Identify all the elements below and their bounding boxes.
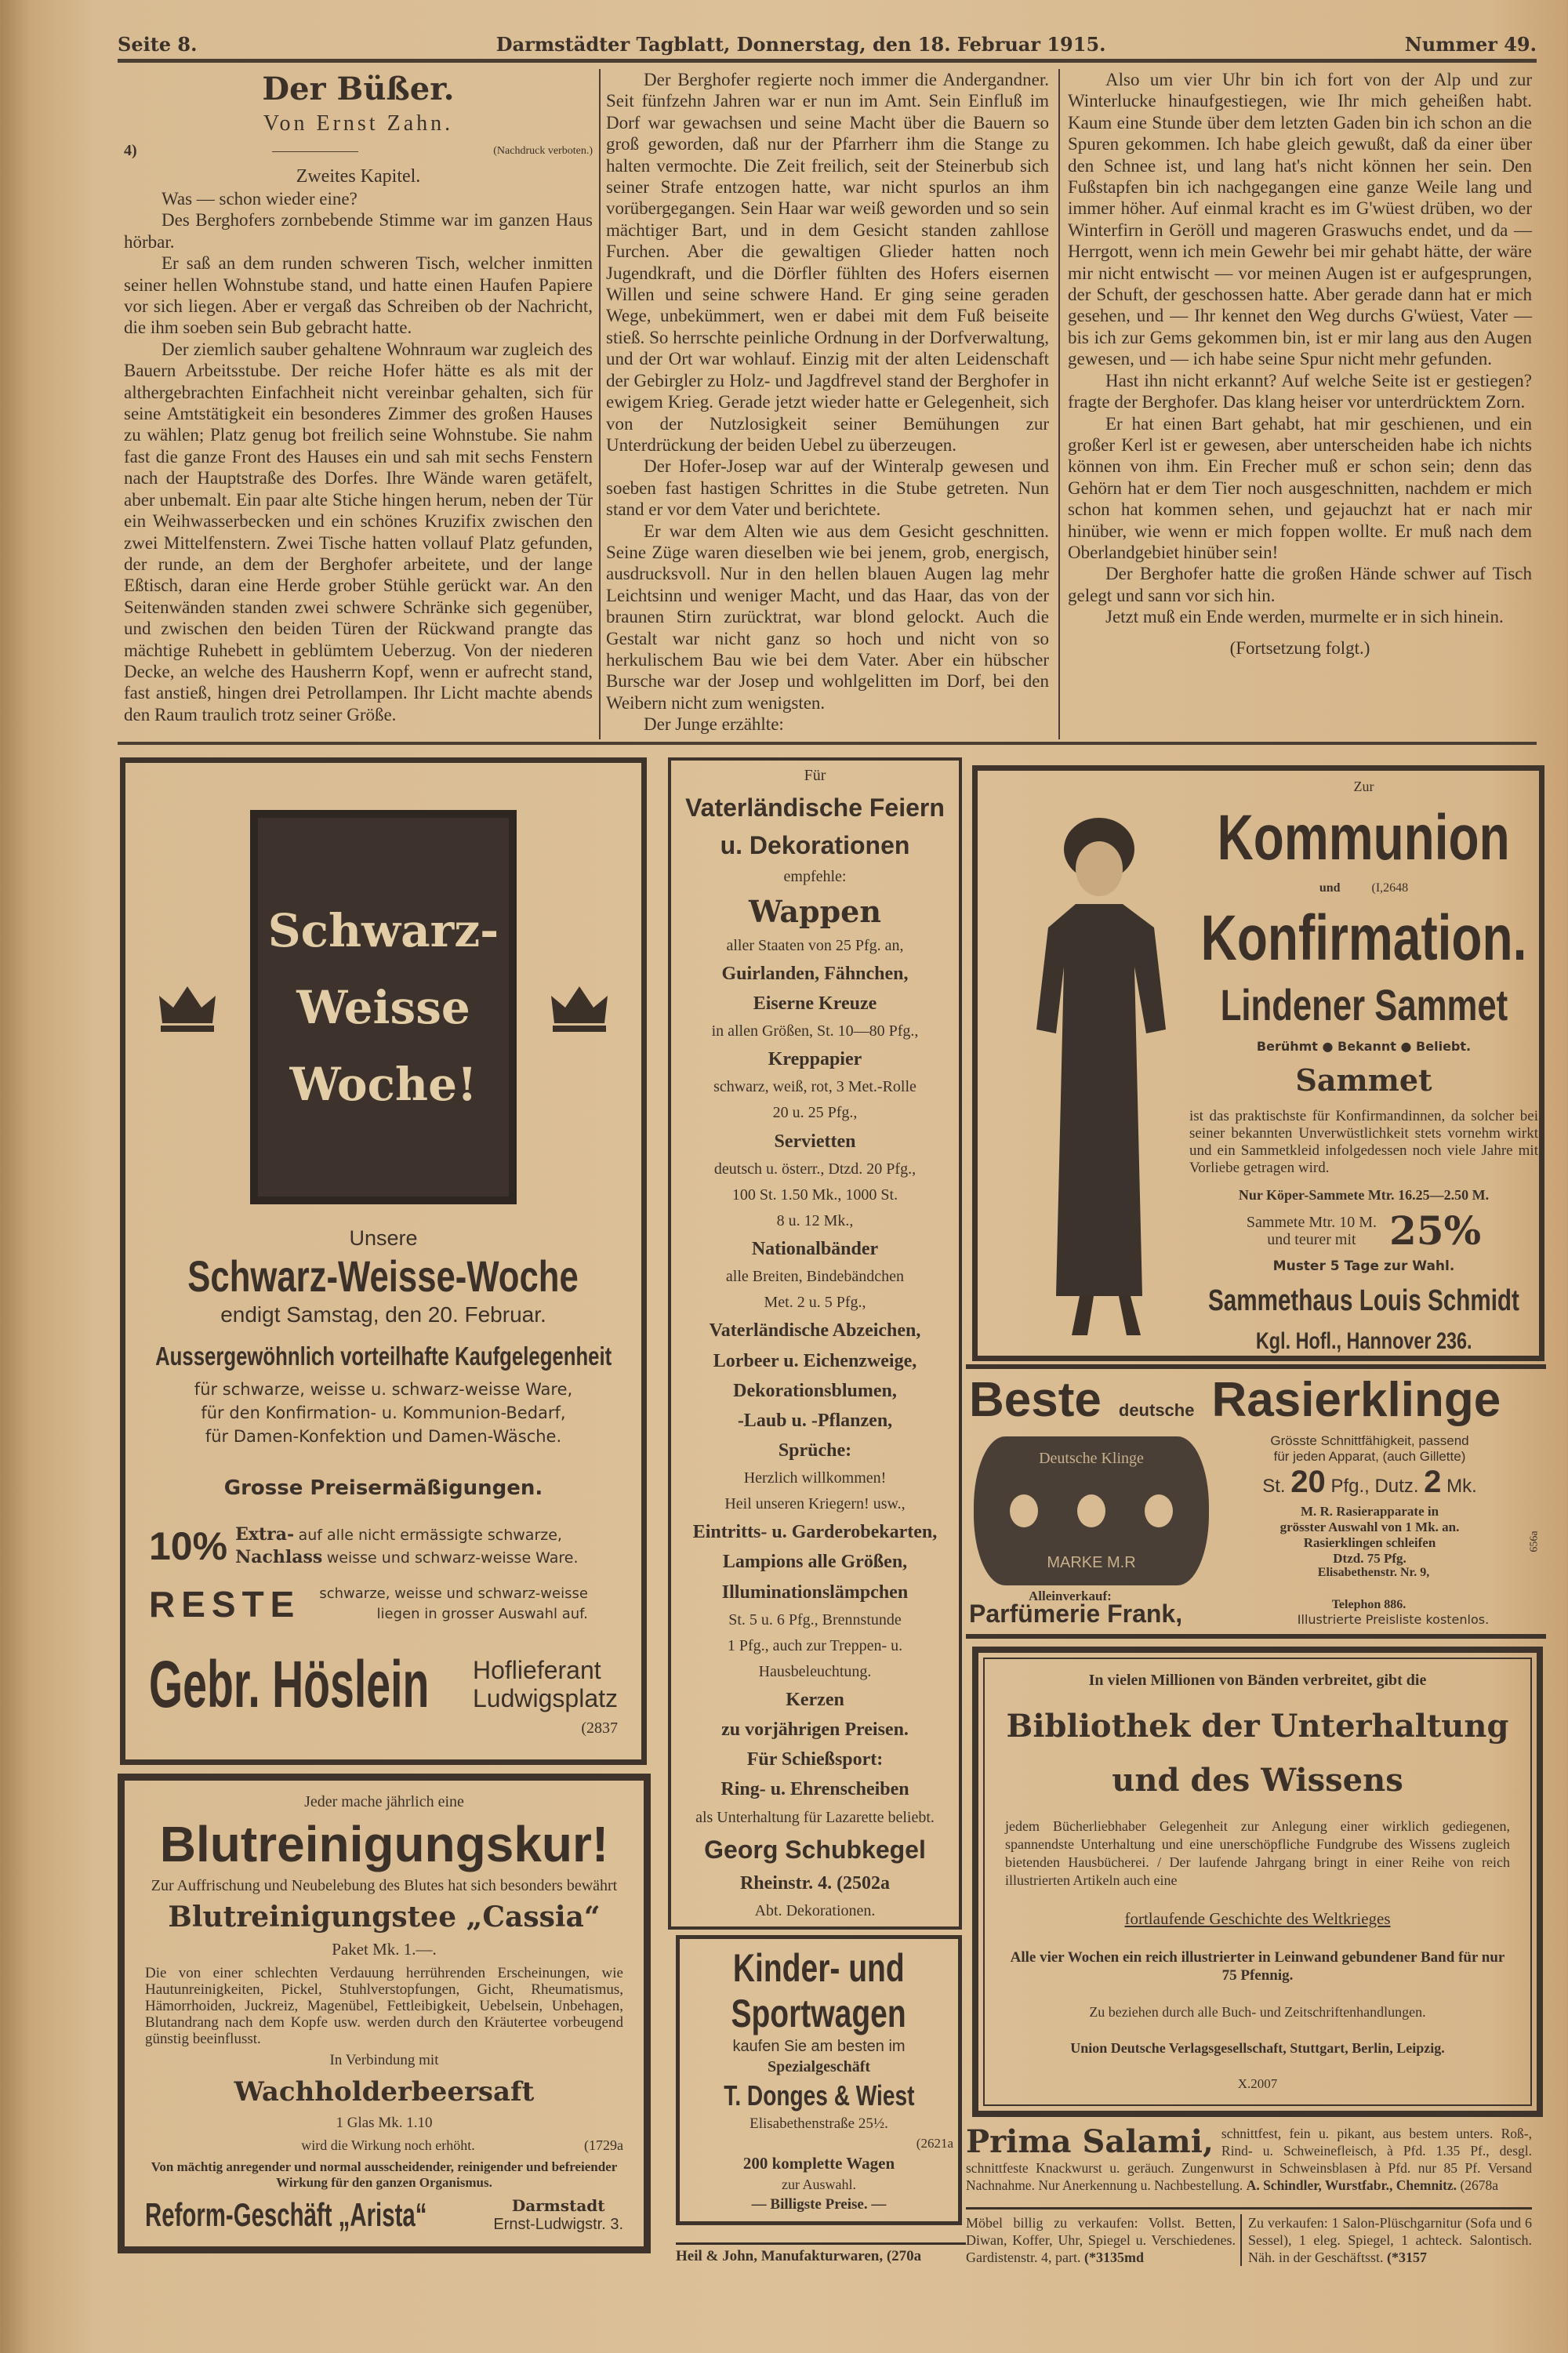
ad-line: Für Schießsport:	[746, 1749, 884, 1770]
ad-salon	[1248, 2214, 1532, 2266]
ad-code: 656a	[1529, 1531, 1541, 1552]
ad-moebel	[966, 2214, 1242, 2266]
paragraph: Er war dem Alten wie aus dem Gesicht geschnitten. Seine Züge waren dieselben wie bei jenem, grob, energisch, ausdrucksvoll. Nur in den hellen blauen Augen lag mehr Leichtsinn und weniger Macht, und das Haar, das von der braunen Stirn zurücktrat, war blond gelockt. Auch die Gestalt war nicht ganz so hoch und nicht von so herkulischem Bau wie bei dem Vater. Aber ein hübscher Bursche war der Josep und wohlgelitten im Dorf, bei den Weibern nicht zum wenigsten.	[606, 521, 1049, 713]
ad-headline: Konfirmation.	[1200, 902, 1527, 974]
ad-line: als Unterhaltung für Lazarette beliebt.	[695, 1808, 935, 1826]
publisher: Union Deutsche Verlagsgesellschaft, Stuttgart, Berlin, Leipzig.	[1070, 2040, 1445, 2056]
ad-line: Sprüche:	[778, 1440, 852, 1461]
ad-text: endigt Samstag, den 20. Februar.	[220, 1302, 546, 1327]
ad-headline: Bibliothek der Unterhaltung	[1006, 1708, 1509, 1745]
ad-line: Abt. Dekorationen.	[754, 1901, 876, 1919]
ad-text: Alle vier Wochen ein reich illustrierter in Leinwand gebundener Band für nur 75 Pfennig.	[1010, 1949, 1505, 1984]
ad-line: 8 u. 12 Mk.,	[776, 1211, 854, 1229]
ad-code-wrap	[1519, 1518, 1551, 1565]
ad-text: auf alle nicht ermässigte schwarze,	[298, 1527, 562, 1544]
story-column-2	[606, 69, 1049, 735]
discount-percent: 10%	[149, 1524, 228, 1568]
ad-headline: u. Dekorationen	[720, 831, 910, 860]
masthead: Darmstädter Tagblatt, Donnerstag, den 18. Februar 1915.	[495, 33, 1106, 56]
ad-headline: Lindener Sammet	[1220, 979, 1508, 1029]
poster-text: Woche!	[289, 1057, 477, 1111]
ad-line: Herzlich willkommen!	[743, 1469, 887, 1487]
ad-text: deutsche	[1118, 1400, 1195, 1420]
ad-line: -Laub u. -Pflanzen,	[737, 1410, 893, 1431]
ad-text: jedem Bücherliebhaber Gelegenheit zur Anlegung einer wirklich gediegenen, spannendste Unterhaltung und eine unerschöpfliche Fundgrube des Wissens zugleich bietenden Hausbücherei. / Der laufende Jahrgang bringt in einer Reihe von reich illustrierten Artikeln auch eine	[1005, 1818, 1510, 1888]
ad-text: Spezialgeschäft	[767, 2058, 871, 2076]
ad-code: (*3135md	[1083, 2250, 1144, 2265]
ad-kommunion	[972, 765, 1544, 1361]
ad-line: Heil unseren Kriegern! usw.,	[724, 1495, 906, 1513]
poster-text: Schwarz-	[267, 903, 499, 957]
ad-line: Nationalbänder	[751, 1239, 879, 1259]
ad-headline: Schwarz-Weisse-Woche	[187, 1251, 579, 1301]
ad-text: liegen in grosser Auswahl auf.	[376, 1606, 588, 1622]
price: 20	[1290, 1465, 1326, 1499]
paragraph: Er saß an dem runden schweren Tisch, welcher inmitten seiner hellen Wohnstube stand, und hatte einen Haufen Papiere vor sich liegen. Aber er vergaß das Schreiben ob der Nachricht, die ihm soeben sein Bub gebracht hatte.	[124, 253, 593, 338]
firm-name: Sammethaus Louis Schmidt	[1208, 1284, 1519, 1317]
ad-text: weisse und schwarz-weisse Ware.	[326, 1549, 579, 1567]
ad-text: zur Auswahl.	[782, 2177, 856, 2193]
ad-line: alle Breiten, Bindebändchen	[725, 1268, 905, 1286]
ad-line: Illuminationslämpchen	[721, 1581, 909, 1603]
ad-text: Muster 5 Tage zur Wahl.	[1272, 1258, 1455, 1275]
ad-text: St.	[1262, 1476, 1286, 1497]
ad-headline: Sportwagen	[731, 1991, 907, 2035]
product-name: Blutreinigungstee „Cassia“	[168, 1900, 601, 1934]
ad-text: für jeden Apparat, (auch Gillette)	[1273, 1449, 1466, 1464]
ad-text: schnittfest, fein u. pikant, aus bestem unters. Roß-, Rind- u. Schweinefleisch, à Pfd. 1.35 Pf., desgl. schnittfeste Knackwurst u. geräuch. Zungenwurst in Schweinsblasen à Pfd. nur 85 Pf. Versand Nachnahme. Nur Anerkennung u. Nachbestellung.	[966, 2126, 1532, 2193]
ad-text: Rasierklingen schleifen	[1303, 1535, 1436, 1550]
ad-headline: und des Wissens	[1112, 1762, 1403, 1799]
ad-text: Berühmt ● Bekannt ● Beliebt.	[1256, 1038, 1472, 1054]
ad-text: kaufen Sie am besten im	[732, 2037, 906, 2055]
ad-line: schwarz, weiß, rot, 3 Met.-Rolle	[713, 1078, 916, 1096]
story-title: Der Büßer.	[262, 71, 455, 107]
ad-text: Telephon 886.	[1331, 1597, 1406, 1611]
poster-text: Weisse	[296, 980, 470, 1034]
blade-text: MARKE M.R	[1047, 1554, 1136, 1571]
firm-name: A. Schindler, Wurstfabr., Chemnitz.	[1246, 2177, 1457, 2193]
ad-text: In Verbindung mit	[329, 2052, 439, 2069]
ad-line: Kerzen	[786, 1690, 844, 1710]
ad-text: Kgl. Hofl., Hannover 236.	[1255, 1327, 1472, 1354]
continued-note: (Fortsetzung folgt.)	[1229, 637, 1370, 658]
ad-text: für Damen-Konfektion und Damen-Wäsche.	[205, 1427, 562, 1446]
ad-text: Zur	[1353, 779, 1374, 794]
ad-vaterlaendische-feiern	[668, 757, 962, 1930]
ad-headline: Vaterländische Feiern	[685, 793, 945, 822]
firm-name: T. Donges & Wiest	[723, 2079, 915, 2112]
paragraph: Hast ihn nicht erkannt? Auf welche Seite ist er gestiegen? fragte der Berghofer. Das klang heiser vor unterdrücktem Zorn.	[1068, 370, 1532, 412]
ad-text: RESTE	[149, 1584, 301, 1625]
ad-line: Hausbeleuchtung.	[758, 1662, 872, 1680]
paragraph: Des Berghofers zornbebende Stimme war im ganzen Haus hörbar.	[124, 210, 593, 252]
ad-line: Eiserne Kreuze	[753, 993, 877, 1014]
paragraph: Der Hofer-Josep war auf der Winteralp gewesen und soeben fast hastigen Schrittes in die Stube getreten. Nun stand er vor dem Vater und berichtete.	[606, 456, 1049, 520]
ad-line: Servietten	[774, 1131, 856, 1152]
ad-text: Illustrierte Preisliste kostenlos.	[1297, 1612, 1490, 1627]
ad-text: Nur Köper-Sammete Mtr. 16.25—2.50 M.	[1238, 1187, 1490, 1204]
firm-name: Reform-Geschäft „Arista“	[145, 2195, 427, 2233]
ad-text: ist das praktischste für Konfirmandinnen, da solcher bei seiner bekannten Unverwüstlichkeit stets vornehm wirkt und ein Sammetkleid infolgedessen noch viele Jahre mit Vorliebe getragen wird.	[1189, 1108, 1538, 1177]
column-divider	[599, 69, 601, 739]
woman-illustration	[1001, 794, 1197, 1343]
ad-text: und	[1319, 881, 1341, 895]
paragraph: Der Berghofer hatte die großen Hände schwer auf Tisch gelegt und sann vor sich hin.	[1068, 564, 1532, 605]
ad-text: Zu beziehen durch alle Buch- und Zeitschriftenhandlungen.	[1089, 2004, 1426, 2020]
ad-text: Grosse Preisermäßigungen.	[223, 1476, 543, 1500]
ad-code: (*3157	[1386, 2250, 1427, 2265]
price: 2	[1424, 1465, 1442, 1499]
ad-text: Unsere	[349, 1226, 418, 1250]
ad-text: Elisabethenstr. Nr. 9,	[1317, 1566, 1430, 1579]
ad-text: Pfg., Dutz.	[1330, 1476, 1419, 1497]
blade-text: Deutsche Klinge	[1039, 1450, 1144, 1467]
ad-line: Met. 2 u. 5 Pfg.,	[764, 1294, 866, 1312]
ad-line: 1 Pfg., auch zur Treppen- u.	[727, 1636, 903, 1654]
ad-line: 20 u. 25 Pfg.,	[772, 1104, 858, 1122]
ad-text: Zu verkaufen: 1 Salon-Plüschgarnitur (Sofa und 6 Sessel), 1 eleg. Spiegel, 1 achteck. Salontisch. Näh. in der Geschäftsst.	[1248, 2215, 1532, 2265]
ad-line: Rheinstr. 4. (2502a	[739, 1872, 891, 1894]
paragraph: Er hat einen Bart gehabt, hat mir geschienen, und ein großer Kerl ist er gewesen, aber unterscheiden habe ich nichts können von ihm. Ein Frecher muß er schon sein; denn das Gehörn hat er dem Tier noch ausgeschnitten, nachdem er mich schon hat kommen sehen, und gejauchzt hat er nach mir hinüber, wie wenn er mich foppen wollte. Er muß nach dem Oberlandgebiet hinüber sein!	[1068, 413, 1532, 562]
ad-line: Dekorationsblumen,	[733, 1380, 897, 1401]
ad-text: Sammete Mtr. 10 M.	[1246, 1214, 1377, 1232]
ad-line: Guirlanden, Fähnchen,	[721, 963, 909, 984]
ad-line: Vaterländische Abzeichen,	[709, 1320, 921, 1342]
ad-line: 100 St. 1.50 Mk., 1000 St.	[731, 1186, 898, 1204]
ad-text: und teurer mit	[1267, 1231, 1356, 1249]
product-name: Wachholderbeersaft	[234, 2076, 535, 2108]
issue-number: Nummer 49.	[1404, 33, 1537, 56]
ad-text: für schwarze, weisse u. schwarz-weisse Ware,	[194, 1380, 573, 1399]
price: Paket Mk. 1.—.	[332, 1939, 437, 1959]
ad-text: grösster Auswahl von 1 Mk. an.	[1279, 1520, 1460, 1534]
ad-code: (1729a	[584, 2137, 623, 2154]
ad-text: M. R. Rasierapparate in	[1300, 1504, 1439, 1519]
ad-text: Ludwigsplatz	[473, 1684, 618, 1712]
discount-percent: 25%	[1389, 1207, 1482, 1255]
ad-text: Dtzd. 75 Pfg.	[1333, 1551, 1406, 1566]
ad-text: Die von einer schlechten Verdauung herrührenden Erscheinungen, wie Hautunreinigkeiten, Pickel, Stuhlverstopfungen, Gicht, Rheumatismus, Hämorrhoiden, Juckreiz, Magenübel, Fettleibigkeit, Uebelsein, Unbehagen, Blutandrang nach dem Kopfe usw. werden durch den Kräutertee vorbeugend günstig beeinflusst.	[145, 1964, 623, 2047]
ad-line: in allen Größen, St. 10—80 Pfg.,	[711, 1022, 919, 1040]
column-divider	[1058, 69, 1060, 739]
ad-line: deutsch u. österr., Dtzd. 20 Pfg.,	[713, 1160, 916, 1178]
ad-text: wird die Wirkung noch erhöht.	[301, 2137, 475, 2154]
ad-text: Grösste Schnittfähigkeit, passend	[1270, 1433, 1469, 1448]
ad-headline: Kommunion	[1217, 801, 1511, 873]
ad-text: — Billigste Preise. —	[751, 2195, 887, 2213]
ad-text: Mk.	[1446, 1476, 1477, 1497]
divider	[272, 151, 358, 152]
paragraph: Was — schon wieder eine?	[162, 189, 358, 209]
paragraph: Der Junge erzählte:	[644, 714, 784, 735]
ad-line: Lorbeer u. Eichenzweige,	[713, 1350, 917, 1371]
ad-line: Lampions alle Größen,	[722, 1552, 908, 1573]
ad-line: Ring- u. Ehrenscheiben	[720, 1779, 909, 1800]
page-header	[118, 31, 1537, 63]
ad-text: für den Konfirmation- u. Kommunion-Bedarf,	[201, 1403, 566, 1422]
ad-text: Ernst-Ludwigstr. 3.	[493, 2215, 623, 2233]
ad-text: Nachlass	[235, 1547, 323, 1567]
ad-line: St. 5 u. 6 Pfg., Brennstunde	[728, 1610, 902, 1629]
page-number: Seite 8.	[118, 33, 198, 56]
firm-name: Gebr. Höslein	[149, 1647, 430, 1721]
paragraph: Der Berghofer regierte noch immer die Andergandner. Seit fünfzehn Jahren war er nun im Amt. Sein Einfluß im Dorf war gewachsen und seine Macht über die Bauern so groß geworden, daß nur der Pfarrherr ihm die Stange zu halten vermochte. Die Zeit freilich, seit der Steinerbub sich seiner Strafe entzogen hatte, war nicht spurlos an ihm vorübergegangen. Sein Haar war weiß geworden und so sein mächtiger Bart, und in dem Gesicht standen zahllose Furchen. Aber die gewaltigen Glieder hatten noch Jugendkraft, und die Dörfler fühlten des Hofers eisernen Willen und seine schwere Hand. Er ging seine geraden Wege, unbekümmert, wen er dabei mit dem Fuß beiseite stieß. So herrschte peinliche Ordnung in der Dorfverwaltung, und der Ort war wohlauf. Einzig mit der alten Leidenschaft der Gebirgler zu Holz- und Jagdfrevel stand der Berghofer in ewigem Krieg. Gerade jetzt wieder hatte er Gelegenheit, sich von der Nutzlosigkeit seiner Bemühungen zur Unterdrückung der beiden Uebel zu überzeugen.	[606, 70, 1049, 455]
ad-line: Eintritts- u. Garderobekarten,	[692, 1522, 938, 1543]
ad-code: (2678a	[1460, 2177, 1499, 2193]
ad-headline: Georg Schubkegel	[704, 1835, 926, 1864]
ad-headline: Prima Salami,	[966, 2123, 1214, 2160]
copyright-note: (Nachdruck verboten.)	[493, 145, 593, 158]
story-column-3	[1068, 69, 1532, 659]
ad-rasierklinge	[966, 1364, 1546, 1639]
crown-icon	[156, 980, 219, 1035]
paragraph: Also um vier Uhr bin ich fort von der Alp und zur Winterlucke hinaufgestiegen, wie Ihr mich geheißen habt. Kaum eine Stunde über dem letzten Gaden bin ich schon an die Spuren gekommen. Ich habe gleich gewußt, daß da einer über den Schnee ist, und lang hat's nicht können her sein. Den Fußstapfen bin ich nachgegangen eine ganze Weile lang und immer höher. Auf einmal kracht es im G'wüest drüben, wo der Winterfirn in Geröll und mageren Graswuchs endet, und da — Herrgott, wenn ich mein Gewehr bei mir gehabt hätte, der wäre mir nicht entwischt — vor meinen Augen ist er aufgesprungen, der Schuft, der geschossen hatte. Aber gerade dann hat er mich gesehen, und — Ihr kennet den Weg durchs G'wüest, Vater — bis ich zur Gems gekommen bin, ist er mir lang aus den Augen gewesen, und — ich habe seine Spur nicht mehr gefunden.	[1068, 70, 1532, 369]
ad-code: (2837	[581, 1719, 618, 1737]
ad-text: Von mächtig anregender und normal ausscheidender, reinigender und befreiender Wirkung für den ganzen Organismus.	[151, 2159, 618, 2191]
story-author: Von Ernst Zahn.	[263, 111, 454, 136]
ad-text: Alleinverkauf:	[1029, 1589, 1112, 1603]
ad-text: Hoflieferant	[473, 1656, 601, 1684]
ad-headline: Rasierklinge	[1211, 1373, 1501, 1427]
installment-number: 4)	[124, 142, 137, 160]
ad-text: fortlaufende Geschichte des Weltkrieges	[1124, 1909, 1391, 1928]
ad-text: Extra-	[235, 1524, 295, 1545]
ad-headline: Blutreinigungskur!	[159, 1815, 609, 1872]
chapter-heading: Zweites Kapitel.	[296, 166, 421, 187]
ad-text: Aussergewöhnlich vorteilhafte Kaufgelegenheit	[154, 1342, 612, 1371]
crown-icon	[548, 980, 611, 1035]
ad-code: (2621a	[916, 2135, 953, 2151]
firm-name: Parfümerie Frank,	[969, 1600, 1183, 1628]
ad-headline: Kinder- und	[733, 1946, 905, 1990]
ad-headline: Beste	[969, 1373, 1102, 1427]
paragraph: Jetzt muß ein Ende werden, murmelte er in sich hinein.	[1105, 607, 1504, 627]
ad-code: X.2007	[1237, 2076, 1278, 2091]
section-divider	[118, 742, 1537, 745]
ad-line: aller Staaten von 25 Pfg. an,	[726, 936, 904, 954]
footer-note: Heil & John, Manufakturwaren, (270a	[676, 2242, 966, 2265]
razor-blade-image	[974, 1436, 1209, 1585]
ad-line: Für	[804, 767, 826, 784]
ad-text: 200 komplette Wagen	[742, 2154, 895, 2173]
ad-text: Jeder mache jährlich eine	[304, 1793, 464, 1810]
ad-text: schwarze, weisse und schwarz-weisse	[319, 1585, 588, 1602]
ad-line: empfehle:	[783, 868, 847, 886]
ad-text: Zur Auffrischung und Neubelebung des Blutes hat sich besonders bewährt	[151, 1876, 618, 1894]
story-column-1	[124, 69, 593, 725]
ad-code: (I,2648	[1371, 881, 1409, 895]
paragraph: Der ziemlich sauber gehaltene Wohnraum war zugleich des Bauern Arbeitsstube. Der reiche Hofer hätte es als mit der althergebrachten Einfachheit nicht vereinbar gehalten, sich für seine Amtstätigkeit ein besonderes Zimmer des großen Hauses zu wählen; Platz genug bot freilich seine Wohnstube. Sie nahm fast die ganze Front des Hauses ein und sah mit sechs Fenstern nach der Hauptstraße des Dorfes. Ihre Wände waren getäfelt, aber unbemalt. Ein paar alte Stiche hingen herum, neben der Tür ein Weihwasserbecken und ein schönes Kruzifix zwischen den zwei Mittelfenstern. Zwei Tische hatten vollauf Platz gefunden, der runde, an dem der Berghofer arbeitete, und der lange Eßtisch, daran eine Herde grober Stühle gerückt war. An den Seitenwänden standen zwei schwere Schränke sich gegenüber, und zwischen den beiden Türen der Rückwand prangte das mächtige Ruhebett in geblümtem Ueberzug. Von der niederen Decke, an welche des Hausherrn Kopf, wenn er aufrecht stand, fast anstieß, hingen drei Petrollampen. Ihr Licht machte abends den Raum traulich trotz seiner Größe.	[124, 339, 593, 724]
ad-line: Kreppapier	[768, 1049, 862, 1070]
ad-hoeslein	[120, 757, 647, 1765]
ad-text: Sammet	[1295, 1062, 1432, 1098]
ad-bibliothek	[972, 1647, 1543, 2117]
ad-text: Möbel billig zu verkaufen: Vollst. Betten, Diwan, Koffer, Uhr, Spiegel u. Verschiedenes. Gardistenstr. 4, part.	[966, 2215, 1236, 2265]
ad-line: zu vorjährigen Preisen.	[721, 1719, 909, 1741]
poster-image	[250, 810, 517, 1204]
ad-headline: Wappen	[749, 893, 881, 929]
ad-salami	[966, 2125, 1532, 2210]
ad-blutreinigung	[118, 1774, 651, 2253]
ad-sportwagen	[676, 1935, 962, 2225]
ad-text: In vielen Millionen von Bänden verbreitet, gibt die	[1088, 1672, 1427, 1689]
ad-text: Elisabethenstraße 25½.	[750, 2115, 888, 2132]
price: 1 Glas Mk. 1.10	[336, 2115, 433, 2132]
firm-address	[1225, 1565, 1523, 1580]
ad-text: Darmstadt	[511, 2195, 605, 2215]
